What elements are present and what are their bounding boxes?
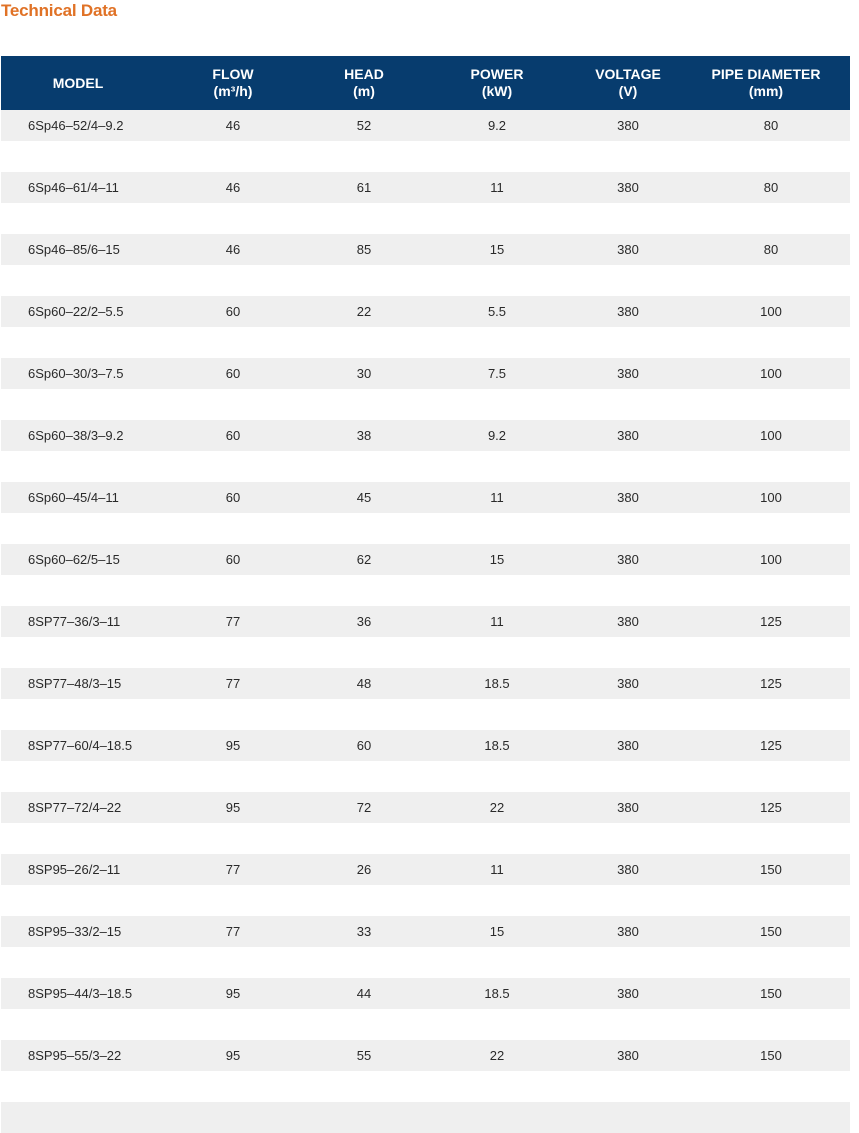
cell-model: 6Sp60–45/4–11	[28, 490, 119, 505]
table-row	[1, 172, 850, 203]
cell-power: 18.5	[484, 738, 510, 753]
table-row	[1, 668, 850, 699]
table-row	[1, 358, 850, 389]
cell-voltage: 380	[617, 1048, 639, 1063]
table-row	[1, 482, 850, 513]
row-spacer	[1, 637, 850, 668]
cell-pipe-diameter: 150	[760, 1048, 782, 1063]
table-row	[1, 854, 850, 885]
row-spacer	[1, 823, 850, 854]
cell-voltage: 380	[617, 242, 639, 257]
cell-power: 5.5	[487, 304, 507, 319]
cell-power: 15	[489, 552, 505, 567]
table-body	[1, 110, 850, 1133]
cell-head: 44	[356, 986, 372, 1001]
cell-head: 36	[356, 614, 372, 629]
cell-model: 6Sp60–62/5–15	[28, 552, 120, 567]
row-spacer	[1, 1009, 850, 1040]
cell-power: 9.2	[487, 428, 507, 443]
column-header-voltage	[583, 56, 673, 110]
cell-flow: 60	[225, 552, 241, 567]
row-spacer	[1, 389, 850, 420]
column-header-unit: (m³/h)	[213, 83, 253, 99]
column-header-unit: (m)	[353, 83, 375, 99]
table-header	[1, 56, 850, 110]
cell-head: 33	[356, 924, 372, 939]
column-header-unit: (kW)	[481, 83, 513, 99]
cell-head: 26	[356, 862, 372, 877]
cell-pipe-diameter: 100	[760, 552, 782, 567]
cell-head: 48	[356, 676, 372, 691]
cell-voltage: 380	[617, 986, 639, 1001]
cell-voltage: 380	[617, 738, 639, 753]
row-spacer	[1, 451, 850, 482]
cell-flow: 95	[225, 738, 241, 753]
cell-voltage: 380	[617, 118, 639, 133]
column-header-unit: (mm)	[748, 83, 784, 99]
cell-model: 6Sp60–22/2–5.5	[28, 304, 124, 319]
cell-pipe-diameter: 150	[760, 862, 782, 877]
cell-pipe-diameter: 125	[760, 614, 782, 629]
cell-pipe-diameter: 150	[760, 986, 782, 1001]
row-spacer	[1, 265, 850, 296]
cell-model: 8SP95–44/3–18.5	[28, 986, 133, 1001]
cell-flow: 46	[225, 242, 241, 257]
cell-pipe-diameter: 100	[760, 428, 782, 443]
row-spacer	[1, 513, 850, 544]
cell-pipe-diameter: 100	[760, 490, 782, 505]
cell-model: 6Sp46–61/4–11	[28, 180, 119, 195]
cell-model: 8SP95–26/2–11	[28, 862, 121, 877]
table-footer-row	[1, 1102, 850, 1133]
cell-model: 8SP77–60/4–18.5	[28, 738, 133, 753]
cell-model: 8SP77–36/3–11	[28, 614, 121, 629]
row-spacer	[1, 1071, 850, 1102]
table-row	[1, 606, 850, 637]
cell-model: 6Sp46–52/4–9.2	[28, 118, 124, 133]
cell-power: 18.5	[484, 986, 510, 1001]
table-row	[1, 792, 850, 823]
row-spacer	[1, 699, 850, 730]
cell-power: 9.2	[487, 118, 507, 133]
column-header-model	[28, 56, 128, 110]
cell-pipe-diameter: 125	[760, 800, 782, 815]
cell-voltage: 380	[617, 862, 639, 877]
cell-flow: 77	[225, 924, 241, 939]
cell-flow: 77	[225, 862, 241, 877]
cell-flow: 60	[225, 366, 241, 381]
column-header-label: MODEL	[52, 74, 104, 91]
cell-flow: 95	[225, 800, 241, 815]
table-row	[1, 420, 850, 451]
cell-power: 7.5	[487, 366, 507, 381]
table-row	[1, 730, 850, 761]
cell-voltage: 380	[617, 366, 639, 381]
cell-head: 61	[356, 180, 372, 195]
table-row	[1, 296, 850, 327]
column-header-head	[324, 56, 404, 110]
cell-pipe-diameter: 80	[763, 118, 779, 133]
cell-flow: 60	[225, 428, 241, 443]
row-spacer	[1, 947, 850, 978]
column-header-label: HEAD	[344, 66, 384, 82]
cell-flow: 95	[225, 1048, 241, 1063]
row-spacer	[1, 203, 850, 234]
column-header-flow	[193, 56, 273, 110]
page-title: Technical Data	[1, 1, 117, 20]
cell-voltage: 380	[617, 552, 639, 567]
row-spacer	[1, 761, 850, 792]
cell-flow: 77	[225, 614, 241, 629]
cell-pipe-diameter: 125	[760, 738, 782, 753]
column-header-unit: (V)	[618, 83, 638, 99]
cell-model: 6Sp60–38/3–9.2	[28, 428, 124, 443]
table-row	[1, 978, 850, 1009]
cell-power: 15	[489, 242, 505, 257]
cell-model: 6Sp46–85/6–15	[28, 242, 120, 257]
cell-power: 22	[489, 800, 505, 815]
table-row	[1, 110, 850, 141]
cell-flow: 77	[225, 676, 241, 691]
cell-model: 8SP95–33/2–15	[28, 924, 122, 939]
cell-power: 22	[489, 1048, 505, 1063]
cell-voltage: 380	[617, 676, 639, 691]
cell-head: 52	[356, 118, 372, 133]
cell-model: 8SP77–72/4–22	[28, 800, 122, 815]
row-spacer	[1, 885, 850, 916]
cell-voltage: 380	[617, 614, 639, 629]
table-row	[1, 1040, 850, 1071]
cell-power: 11	[490, 490, 504, 505]
cell-head: 62	[356, 552, 372, 567]
technical-data-table	[1, 56, 850, 1133]
cell-pipe-diameter: 100	[760, 366, 782, 381]
table-row	[1, 234, 850, 265]
cell-flow: 46	[225, 118, 241, 133]
cell-power: 18.5	[484, 676, 510, 691]
cell-power: 15	[489, 924, 505, 939]
cell-voltage: 380	[617, 800, 639, 815]
row-spacer	[1, 575, 850, 606]
column-header-label: PIPE DIAMETER	[711, 66, 821, 82]
cell-voltage: 380	[617, 490, 639, 505]
cell-pipe-diameter: 100	[760, 304, 782, 319]
cell-head: 72	[356, 800, 372, 815]
cell-head: 22	[356, 304, 372, 319]
cell-flow: 60	[225, 490, 241, 505]
cell-power: 11	[490, 180, 504, 195]
cell-pipe-diameter: 80	[763, 242, 779, 257]
cell-head: 45	[356, 490, 372, 505]
cell-head: 85	[356, 242, 372, 257]
cell-model: 8SP77–48/3–15	[28, 676, 122, 691]
cell-voltage: 380	[617, 180, 639, 195]
cell-flow: 46	[225, 180, 241, 195]
cell-head: 60	[356, 738, 372, 753]
cell-head: 55	[356, 1048, 372, 1063]
cell-flow: 60	[225, 304, 241, 319]
cell-model: 8SP95–55/3–22	[28, 1048, 122, 1063]
cell-head: 38	[356, 428, 372, 443]
row-spacer	[1, 327, 850, 358]
cell-model: 6Sp60–30/3–7.5	[28, 366, 124, 381]
cell-pipe-diameter: 150	[760, 924, 782, 939]
cell-pipe-diameter: 125	[760, 676, 782, 691]
table-row	[1, 544, 850, 575]
column-header-power	[455, 56, 539, 110]
table-row	[1, 916, 850, 947]
cell-power: 11	[490, 862, 504, 877]
cell-voltage: 380	[617, 304, 639, 319]
cell-voltage: 380	[617, 924, 639, 939]
cell-power: 11	[490, 614, 504, 629]
column-header-label: POWER	[470, 66, 524, 82]
column-header-pipe-diameter	[691, 56, 841, 110]
cell-voltage: 380	[617, 428, 639, 443]
column-header-label: FLOW	[212, 66, 254, 82]
cell-flow: 95	[225, 986, 241, 1001]
row-spacer	[1, 141, 850, 172]
column-header-label: VOLTAGE	[595, 66, 661, 82]
cell-head: 30	[356, 366, 372, 381]
cell-pipe-diameter: 80	[763, 180, 779, 195]
